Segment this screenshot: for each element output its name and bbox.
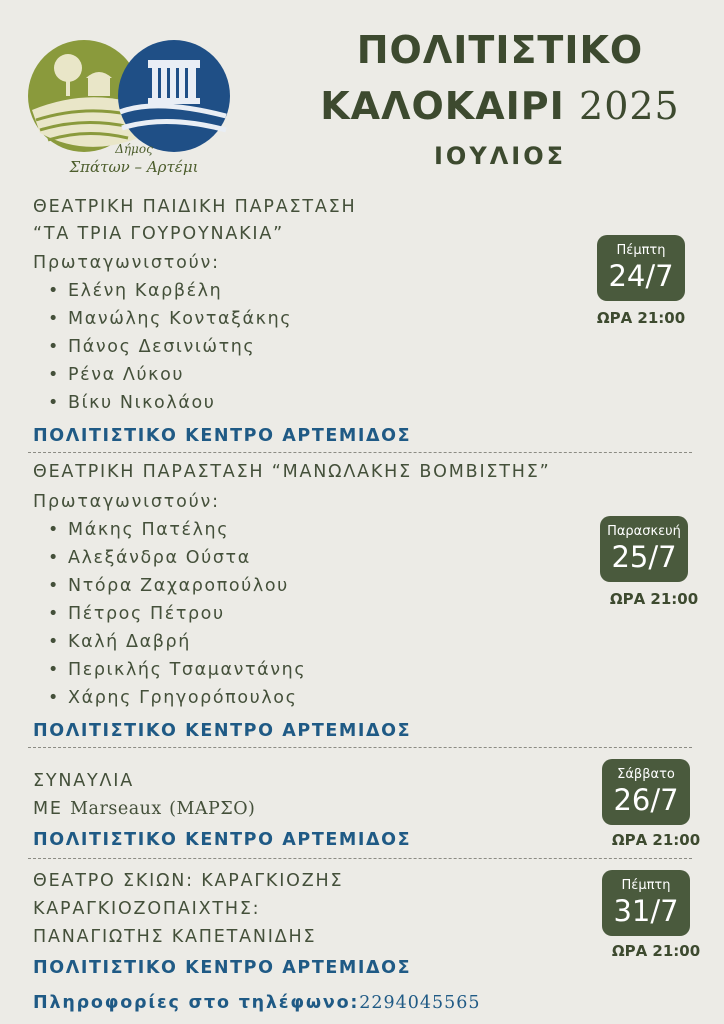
- contact-info: [33, 993, 481, 1013]
- event3-date: 26/7: [613, 783, 679, 817]
- event3-artist: [33, 799, 255, 819]
- logo-caption-line1: Δήμος: [115, 142, 153, 156]
- logo-caption-line2: Σπάτων – Αρτέμι: [69, 158, 199, 176]
- event4-date: 31/7: [613, 894, 679, 928]
- month-label: ΙΟΥΛΙΟΣ: [433, 142, 566, 170]
- page-title-line1: ΠΟΛΙΤΙΣΤΙΚΟ: [356, 28, 644, 72]
- event3-time: ΩΡΑ 21:00: [611, 831, 701, 849]
- page-title-word: ΚΑΛΟΚΑΙΡΙ: [320, 84, 565, 128]
- logo-caption: [34, 140, 234, 176]
- event1-title: “ΤΑ ΤΡΙΑ ΓΟΥΡΟΥΝΑΚΙΑ”: [33, 224, 284, 244]
- event1-heading: ΘΕΑΤΡΙΚΗ ΠΑΙΔΙΚΗ ΠΑΡΑΣΤΑΣΗ: [33, 197, 357, 217]
- page-title-line2: [300, 84, 700, 128]
- event3-date-badge: [602, 759, 690, 825]
- event3-heading: ΣΥΝΑΥΛΙΑ: [33, 771, 135, 791]
- divider: [28, 858, 692, 859]
- event4-heading: ΘΕΑΤΡΟ ΣΚΙΩΝ: ΚΑΡΑΓΚΙΟΖΗΣ: [33, 871, 344, 891]
- event3-artist-alias: (ΜΑΡΣΟ): [169, 799, 256, 819]
- cast-item: • Ελένη Καρβέλη: [48, 281, 222, 301]
- event1-day: Πέμπτη: [616, 243, 666, 258]
- event2-day: Παρασκευή: [607, 524, 681, 539]
- cast-item: • Ντόρα Ζαχαροπούλου: [48, 576, 289, 596]
- contact-label: Πληροφορίες στο τηλέφωνο:: [33, 993, 360, 1013]
- event1-time: ΩΡΑ 21:00: [596, 309, 686, 327]
- event4-venue: ΠΟΛΙΤΙΣΤΙΚΟ ΚΕΝΤΡΟ ΑΡΤΕΜΙΔΟΣ: [33, 958, 412, 978]
- cast-item: • Περικλής Τσαμαντάνης: [48, 660, 306, 680]
- event1-venue: ΠΟΛΙΤΙΣΤΙΚΟ ΚΕΝΤΡΟ ΑΡΤΕΜΙΔΟΣ: [33, 426, 412, 446]
- cast-item: • Πέτρος Πέτρου: [48, 604, 225, 624]
- cast-item: • Αλεξάνδρα Ούστα: [48, 548, 251, 568]
- event1-date: 24/7: [608, 259, 674, 293]
- event2-cast-label: Πρωταγωνιστούν:: [33, 492, 220, 512]
- cast-item: • Πάνος Δεσινιώτης: [48, 337, 255, 357]
- event2-time: ΩΡΑ 21:00: [609, 590, 699, 608]
- divider: [28, 452, 692, 453]
- cast-item: • Χάρης Γρηγορόπουλος: [48, 688, 298, 708]
- cast-item: • Ρένα Λύκου: [48, 365, 184, 385]
- event4-time: ΩΡΑ 21:00: [611, 942, 701, 960]
- cast-item: • Βίκυ Νικολάου: [48, 393, 216, 413]
- event1-cast-label: Πρωταγωνιστούν:: [33, 253, 220, 273]
- event3-day: Σάββατο: [617, 767, 675, 782]
- page-title-year: 2025: [579, 84, 680, 128]
- cast-item: • Μάκης Πατέλης: [48, 520, 229, 540]
- event3-artist-prefix: ΜΕ: [33, 799, 63, 819]
- event4-performer-name: ΠΑΝΑΓΙΩΤΗΣ ΚΑΠΕΤΑΝΙΔΗΣ: [33, 927, 317, 947]
- event2-heading: ΘΕΑΤΡΙΚΗ ΠΑΡΑΣΤΑΣΗ “ΜΑΝΩΛΑΚΗΣ ΒΟΜΒΙΣΤΗΣ”: [33, 462, 551, 482]
- event3-artist-name: Marseaux: [70, 799, 162, 819]
- cast-item: • Καλή Δαβρή: [48, 632, 191, 652]
- event4-day: Πέμπτη: [621, 878, 671, 893]
- event4-performer-label: ΚΑΡΑΓΚΙΟΖΟΠΑΙΧΤΗΣ:: [33, 899, 261, 919]
- cast-item: • Μανώλης Κονταξάκης: [48, 309, 292, 329]
- phone-number[interactable]: 2294045565: [359, 993, 481, 1013]
- event2-date: 25/7: [611, 540, 677, 574]
- event1-date-badge: [597, 235, 685, 301]
- event2-date-badge: [600, 516, 688, 582]
- event4-date-badge: [602, 870, 690, 936]
- divider: [28, 747, 692, 748]
- event2-venue: ΠΟΛΙΤΙΣΤΙΚΟ ΚΕΝΤΡΟ ΑΡΤΕΜΙΔΟΣ: [33, 721, 412, 741]
- event3-venue: ΠΟΛΙΤΙΣΤΙΚΟ ΚΕΝΤΡΟ ΑΡΤΕΜΙΔΟΣ: [33, 830, 412, 850]
